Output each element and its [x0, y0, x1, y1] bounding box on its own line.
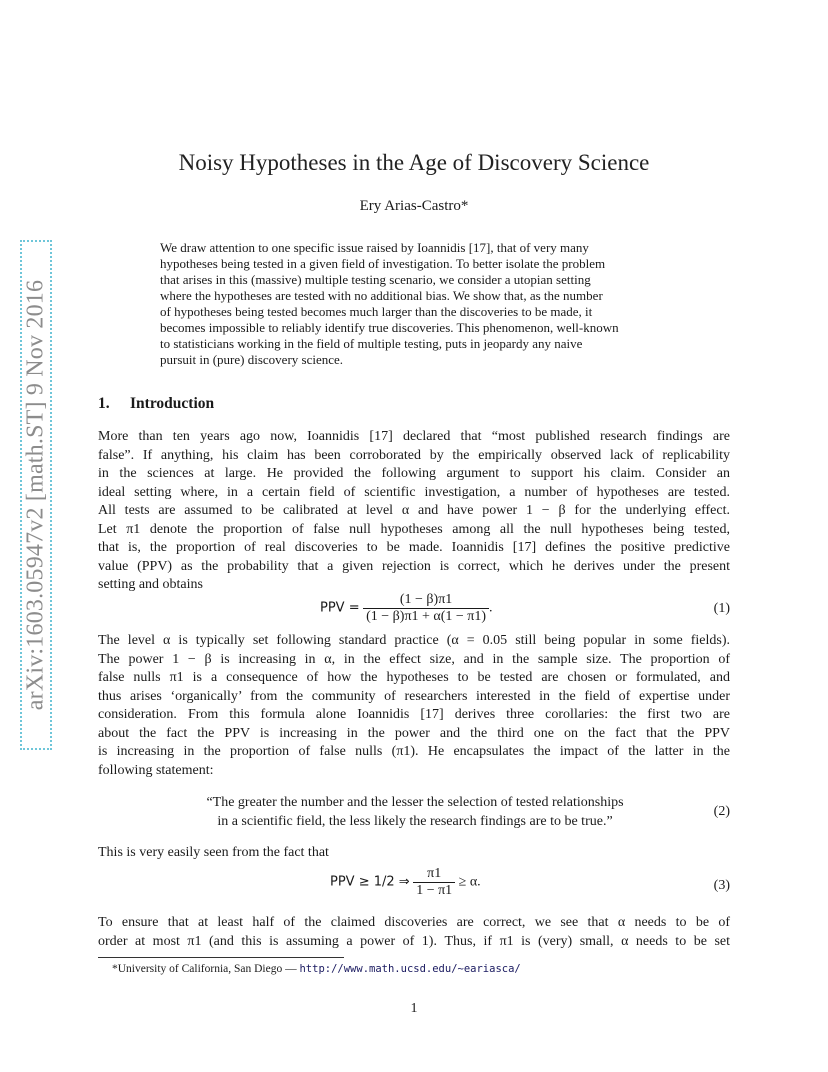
- paragraph-line: following statement:: [98, 762, 214, 778]
- eq3-denominator: 1 − π1: [416, 883, 453, 898]
- arxiv-stamp: [20, 240, 52, 750]
- abstract-line: that arises in this (massive) multiple testing scenario, we consider a utopian setting: [160, 272, 591, 287]
- paragraph-line: ideal setting where, in a certain field of scientific investigation, a number of hypotheses are tested.: [98, 484, 730, 500]
- eq3-lhs: PPV ≥ 1/2 ⇒: [330, 874, 410, 890]
- paragraph-line: More than ten years ago now, Ioannidis [17] declared that “most published research findings are: [98, 429, 730, 444]
- equation-3: [98, 866, 730, 906]
- abstract-line: hypotheses being tested in a given field of investigation. To better isolate the problem: [160, 256, 606, 271]
- paragraph-line: Let π1 denote the proportion of false null hypotheses among all the null hypotheses being tested,: [98, 521, 730, 537]
- footnote-text: *University of California, San Diego —: [112, 963, 300, 975]
- abstract: [160, 240, 668, 368]
- arxiv-id: arXiv:1603.05947v2 [math.ST] 9 Nov 2016: [22, 279, 49, 711]
- paragraph-line: about the fact the PPV is increasing in the power and the third one on the fact that the PPV: [98, 725, 730, 741]
- eq3-rhs: ≥ α.: [458, 874, 481, 890]
- paragraph-line: All tests are assumed to be calibrated at level α and have power 1 − β for the underlying effect.: [98, 503, 730, 518]
- paragraph-line: false nulls π1 is a consequence of how the hypotheses to be tested are chosen or formulated, and: [98, 670, 730, 685]
- eq1-fraction: [363, 592, 489, 625]
- paragraph-line: that is, the proportion of real discoveries to be made. Ioannidis [17] defines the positive predictive: [98, 540, 730, 555]
- footnote-rule: [98, 957, 344, 958]
- section-number: 1.: [98, 395, 110, 412]
- eq1-denominator: (1 − β)π1 + α(1 − π1): [366, 609, 487, 624]
- eq1-numerator: (1 − β)π1: [363, 592, 489, 609]
- paper-title: Noisy Hypotheses in the Age of Discovery Science: [178, 150, 650, 175]
- paragraph-1: [98, 428, 730, 595]
- footnote-url[interactable]: http://www.math.ucsd.edu/~eariasca/: [299, 963, 521, 975]
- paragraph-2: [98, 632, 730, 780]
- footnote: [112, 963, 521, 975]
- paragraph-line: This is very easily seen from the fact that: [98, 845, 329, 860]
- eq3-numerator: π1: [413, 866, 455, 883]
- eq1-lhs: PPV =: [320, 600, 360, 616]
- quote-line: in a scientific field, the less likely the research findings are to be true.”: [217, 813, 613, 829]
- paragraph-line: setting and obtains: [98, 577, 203, 592]
- eq3-fraction: [413, 866, 455, 899]
- paragraph-line: consideration. From this formula alone Ioannidis [17] derives three corollaries: the first two are: [98, 707, 730, 722]
- paragraph-line: in the sciences at large. He provided the following argument to support his claim. Consider an: [98, 466, 730, 481]
- paragraph-line: thus arises ‘organically’ from the community of researchers interested in the field of expertise under: [98, 688, 730, 704]
- author: Ery Arias-Castro*: [359, 198, 469, 214]
- abstract-line: We draw attention to one specific issue raised by Ioannidis [17], that of very many: [160, 240, 589, 255]
- paragraph-line: The level α is typically set following standard practice (α = 0.05 still being popular in some fields).: [98, 633, 730, 648]
- page-number: 1: [410, 1001, 418, 1016]
- abstract-line: becomes impossible to reliably identify true discoveries. This phenomenon, well-known: [160, 320, 619, 335]
- eq1-number: (1): [713, 601, 730, 616]
- abstract-line: to statisticians working in the field of multiple testing, puts in jeopardy any naive: [160, 336, 583, 351]
- quote-block: [170, 794, 660, 831]
- paragraph-3: [98, 844, 730, 863]
- section-heading: [98, 395, 214, 413]
- paragraph-line: order at most π1 (and this is assuming a power of 1). Thus, if π1 is (very) small, α needs to be set: [98, 933, 730, 949]
- paragraph-line: The power 1 − β is increasing in α, in the effect size, and in the sample size. The proportion of: [98, 651, 730, 667]
- quote-line: “The greater the number and the lesser the selection of tested relationships: [206, 795, 624, 810]
- paragraph-line: is increasing in the proportion of false nulls (π1). He encapsulates the impact of the latter in the: [98, 744, 730, 759]
- paragraph-line: false”. If anything, his claim has been corroborated by the empirically observed lack of replicability: [98, 447, 730, 463]
- abstract-line: of hypotheses being tested becomes much larger than the discoveries to be made, it: [160, 304, 593, 319]
- paragraph-line: To ensure that at least half of the claimed discoveries are correct, we see that α needs to be of: [98, 915, 730, 930]
- abstract-line: pursuit in (pure) discovery science.: [160, 352, 344, 367]
- eq3-number: (3): [713, 878, 730, 893]
- paragraph-line: value (PPV) as the probability that a given rejection is correct, which he derives under the present: [98, 558, 730, 574]
- eq1-trail: .: [489, 600, 493, 616]
- equation-1: [98, 592, 730, 632]
- paragraph-4: [98, 914, 730, 951]
- section-title: Introduction: [130, 395, 215, 412]
- abstract-line: where the hypotheses are tested with no additional bias. We show that, as the number: [160, 288, 603, 303]
- eq2-number: (2): [713, 804, 730, 819]
